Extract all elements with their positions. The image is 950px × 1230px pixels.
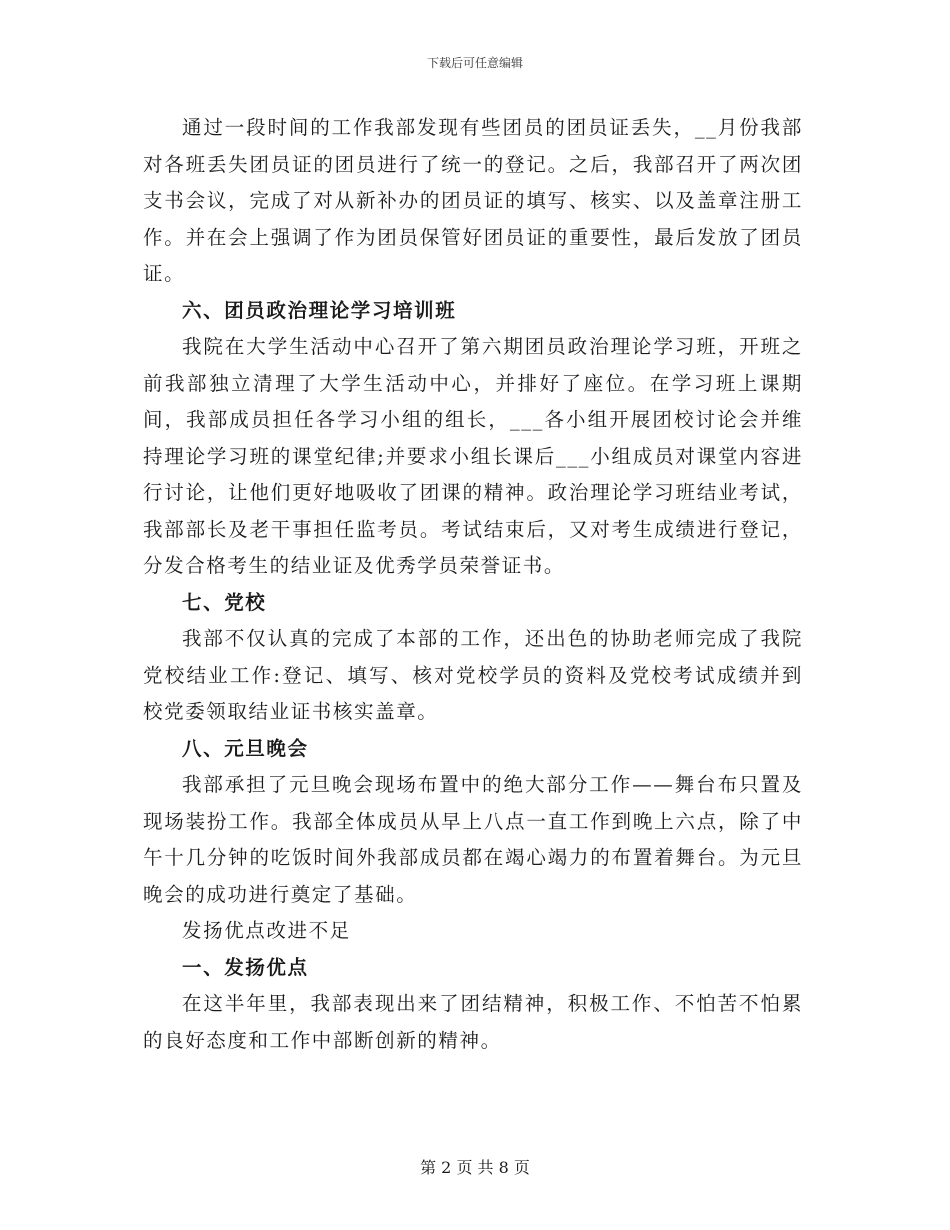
page-header: 下载后可任意编辑 xyxy=(426,56,523,70)
paragraph-new-year-gala: 我部承担了元旦晚会现场布置中的绝大部分工作——舞台布只置及现场装扮工作。我部全体成员从早上八点一直工作到晚上六点，除了中午十几分钟的吃饭时间外我部成员都在竭心竭力的布置着舞台。为元旦晚会的成功进行奠定了基础。 xyxy=(143,773,803,906)
heading-promote-strengths: 一、发扬优点 xyxy=(182,955,309,979)
paragraph-party-school: 我部不仅认真的完成了本部的工作，还出色的协助老师完成了我院党校结业工作:登记、填写、核对党校学员的资料及党校考试成绩并到校党委领取结业证书核实盖章。 xyxy=(143,627,803,723)
paragraph-political-theory-training: 我院在大学生活动中心召开了第六期团员政治理论学习班，开班之前我部独立清理了大学生活动中心，并排好了座位。在学习班上课期间，我部成员担任各学习小组的组长，___各小组开展团校讨论会并维持理论学习班的课堂纪律;并要求小组长课后___小组成员对课堂内容进行讨论，让他们更好地吸收了团课的精神。政治理论学习班结业考试，我部部长及老干事担任监考员。考试结束后，又对考生成绩进行登记，分发合格考生的结业证及优秀学员荣誉证书。 xyxy=(143,335,803,577)
heading-political-theory-training: 六、团员政治理论学习培训班 xyxy=(182,298,457,322)
heading-new-year-gala: 八、元旦晚会 xyxy=(182,736,309,760)
paragraph-promote-strengths: 在这半年里，我部表现出来了团结精神，积极工作、不怕苦不怕累的良好态度和工作中部断创新的精神。 xyxy=(143,992,803,1052)
page-number-footer: 第 2 页 共 8 页 xyxy=(420,1158,530,1177)
paragraph-strengths-weaknesses: 发扬优点改进不足 xyxy=(182,919,351,942)
paragraph-member-certificates: 通过一段时间的工作我部发现有些团员的团员证丢失，__月份我部对各班丢失团员证的团员进行了统一的登记。之后，我部召开了两次团支书会议，完成了对从新补办的团员证的填写、核实、以及盖章注册工作。并在会上强调了作为团员保管好团员证的重要性，最后发放了团员证。 xyxy=(143,116,803,285)
document-body xyxy=(143,110,803,1059)
heading-party-school: 七、党校 xyxy=(182,590,267,614)
